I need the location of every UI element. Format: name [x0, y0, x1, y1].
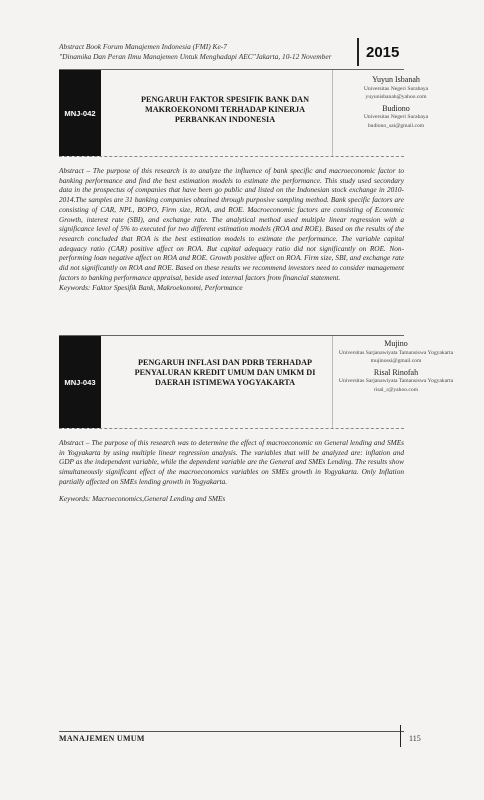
- author-affiliation: Universitas Sarjanawiyata Tamansiswa Yogyakarta: [338, 378, 454, 384]
- abstract-text: Abstract – The purpose of this research was to determine the effect of macroeconomic on General lending and SMEs in Yogyakarta by using multiple linear regression analysis. The variables that will be analyzed are: inflation and GDP as the independent variable, while the dependent variable are the General and SMEs Lending. The results show simultaneously significant effect of the macroeconomics variables on SMEs growth in Yogyakarta. Only Inflation partially affected on SMEs lending growth in Yogyakarta.: [59, 438, 404, 486]
- footer-rule: [59, 731, 404, 732]
- conference-line-1: Abstract Book Forum Manajemen Indonesia (FMI) Ke-7: [59, 42, 227, 51]
- author-list: [337, 76, 455, 130]
- author-email: mujinossi@gmail.com: [370, 358, 422, 364]
- conference-year: 2015: [366, 44, 400, 61]
- article-title: PENGARUH FAKTOR SPESIFIK BANK DAN MAKROEKONOMI TERHADAP KINERJA PERBANKAN INDONESIA: [140, 95, 309, 124]
- author-list: [337, 340, 455, 394]
- article-code: MNJ-043: [59, 336, 101, 428]
- conference-line-2: "Dinamika Dan Peran Ilmu Manajemen Untuk Menghadapi AEC"Jakarta, 10-12 November: [59, 52, 332, 61]
- article-title: PENGARUH INFLASI DAN PDRB TERHADAP PENYALURAN KREDIT UMUM DAN UMKM DI DAERAH ISTIMEWA YOGYAKARTA: [134, 358, 316, 387]
- footer-divider: [400, 725, 401, 747]
- header-divider: [357, 38, 359, 66]
- author-name: Risal Rinofah: [373, 367, 419, 377]
- author-name: Budiono: [382, 103, 410, 113]
- author-affiliation: Universitas Negeri Surabaya: [363, 85, 429, 92]
- article-code: MNJ-042: [59, 70, 101, 156]
- author-email: risal_r@yahoo.com: [373, 386, 419, 393]
- author-email: budiono_sai@gmail.com: [367, 122, 425, 129]
- page-number: 115: [409, 734, 421, 743]
- author-affiliation: Universitas Sarjanawiyata Tamansiswa Yogyakarta: [338, 349, 454, 356]
- article-box: [59, 69, 429, 157]
- author-email: yuyunisbanah@yahoo.com: [365, 94, 427, 100]
- column-divider: [332, 70, 333, 156]
- column-divider: [332, 336, 333, 428]
- section-label: MANAJEMEN UMUM: [59, 734, 145, 743]
- keywords-text: Keywords: Faktor Spesifik Bank, Makroekonomi, Performance: [59, 283, 243, 292]
- author-affiliation: Universitas Negeri Surabaya: [363, 114, 429, 120]
- abstract-text: Abstract – The purpose of this research is to analyze the influence of bank specific and macroeconomic factor to banking performance and find the best estimation models to estimate the performance. This study used secondary data in the prospectus of companies that have been go public and listed on the Indonesian stock exchange in 2010-2014.The samples are 31 banking companies obtained through purposive sampling method. Bank specific factors are consisting of CAR, NPL, BOPO, Firm size, ROA, and ROE. Macroeconomic factors are consisting of Economic Growth, interest rate (SBI), and exchange rate. The analytical method used multiple linear regression with a significance level of 5% to executed for two different estimation models (ROA and ROE). Based on the results of the research concluded that ROA is the best estimation models to estimate the performance. The variable capital adequacy ratio (CAR) positive affect on ROA. But capital adequacy ratio did not significantly on ROE. Non-performing loan negative affect on ROA and ROE. Growth positive affect on ROA. Firm size, SBI, and exchange rate did not significantly on ROA and ROE. Based on these results we recommend investors need to consider management factors to banking performance appraisal, beside used internal factors from financial statement.: [59, 166, 404, 282]
- author-name: Mujino: [384, 339, 408, 348]
- article-box: [59, 335, 454, 429]
- conference-header: [59, 42, 359, 62]
- author-name: Yuyun Isbanah: [372, 75, 420, 84]
- keywords-text: Keywords: Macroeconomics,General Lending and SMEs: [59, 494, 226, 503]
